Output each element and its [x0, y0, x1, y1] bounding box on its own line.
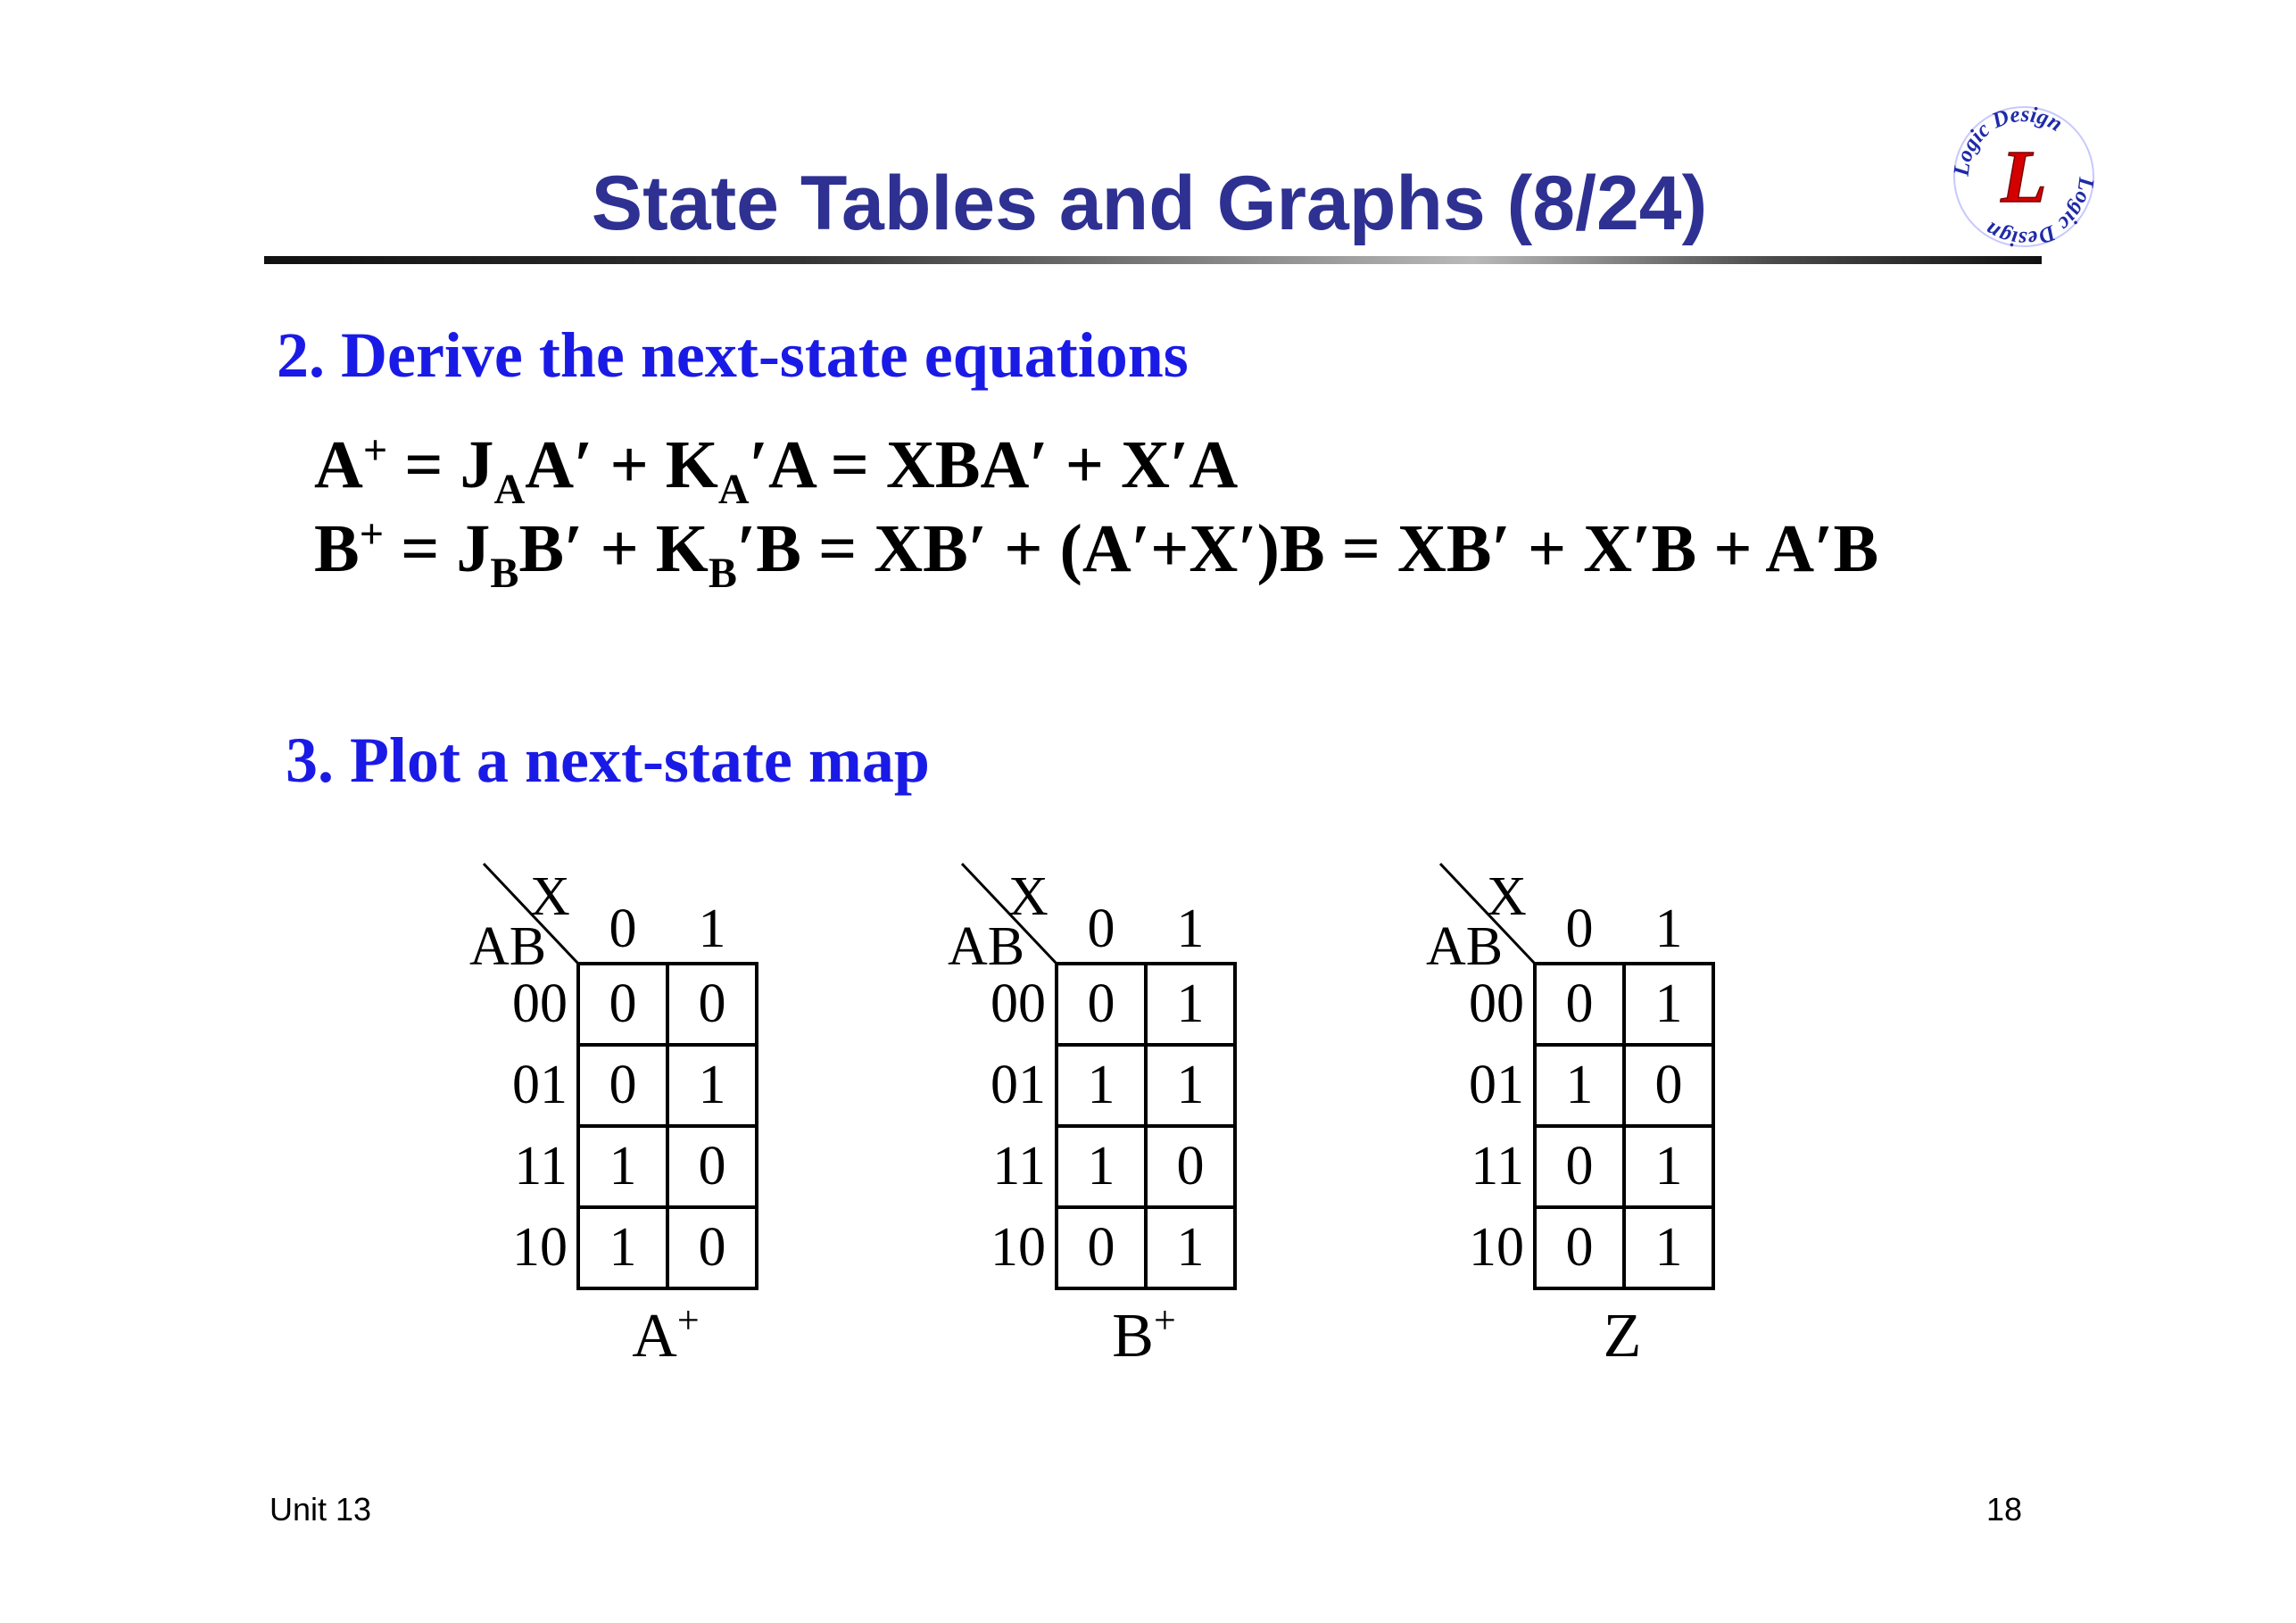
footer-unit: Unit 13	[269, 1491, 372, 1528]
kmap-row-var: AB	[948, 916, 1025, 977]
kmap-col-label: 0	[609, 898, 637, 959]
kmap-row-var: AB	[1426, 916, 1504, 977]
kmap-cell: 1	[609, 1136, 637, 1197]
kmap-row-label: 00	[991, 973, 1046, 1034]
kmap-cell: 1	[609, 1217, 637, 1278]
kmap-row-label: 10	[512, 1217, 568, 1278]
equation-a-plus: $A^+ = J_AA' + K_A'A = XBA' + X'A$	[314, 426, 1239, 513]
kmap-function-name: A+	[632, 1298, 700, 1370]
kmap-cell: 0	[1087, 973, 1115, 1034]
kmap-col-var: X	[1487, 866, 1527, 927]
kmap-row-label: 01	[512, 1055, 568, 1115]
kmap-cell: 0	[1565, 1217, 1594, 1278]
kmap-cell: 0	[698, 1136, 726, 1197]
kmap-cell: 0	[1565, 1136, 1594, 1197]
kmap-cell: 1	[1565, 1055, 1594, 1115]
kmap-function-name: Z	[1603, 1302, 1642, 1370]
kmap-row-label: 10	[991, 1217, 1046, 1278]
kmap-cell: 1	[1176, 1055, 1205, 1115]
kmap-cell: 0	[1176, 1136, 1205, 1197]
kmap-cell: 0	[1087, 1217, 1115, 1278]
kmap-function-name: B+	[1112, 1298, 1176, 1370]
kmap-row-label: 11	[992, 1136, 1046, 1197]
kmap-cell: 1	[1654, 1136, 1683, 1197]
kmap-col-var: X	[530, 866, 570, 927]
kmap-row-label: 11	[1471, 1136, 1524, 1197]
kmap-row-label: 11	[514, 1136, 568, 1197]
kmap-b-plus	[948, 853, 1269, 1388]
footer-page-number: 18	[1986, 1491, 2023, 1528]
kmap-cell: 1	[1176, 1217, 1205, 1278]
kmap-z	[1426, 853, 1747, 1388]
equation-b-plus: $B^+ = J_BB' + K_B'B = XB' + (A'+X')B = XB' + X'B + A'B$	[314, 510, 1879, 597]
logo-letter: L	[2001, 136, 2047, 219]
kmap-cell: 0	[1565, 973, 1594, 1034]
kmap-cell: 1	[698, 1055, 726, 1115]
logo-ring-text-1: Logic Design	[1949, 102, 2067, 178]
kmap-cell: 0	[698, 973, 726, 1034]
kmap-row-label: 00	[512, 973, 568, 1034]
title-rule	[264, 256, 2042, 264]
slide-title: State Tables and Graphs (8/24)	[591, 161, 1708, 246]
kmap-cell: 0	[698, 1217, 726, 1278]
kmap-cell: 0	[1654, 1055, 1683, 1115]
kmap-col-var: X	[1008, 866, 1049, 927]
step2-heading: 2. Derive the next-state equations	[277, 319, 1189, 391]
kmap-cell: 1	[1654, 973, 1683, 1034]
kmap-row-var: AB	[469, 916, 547, 977]
kmap-cell: 0	[609, 973, 637, 1034]
kmap-col-label: 1	[1654, 898, 1683, 959]
logic-design-logo	[1945, 98, 2102, 255]
kmap-cell: 1	[1176, 973, 1205, 1034]
kmap-col-label: 0	[1087, 898, 1115, 959]
kmap-row-label: 10	[1469, 1217, 1524, 1278]
kmap-cell: 1	[1087, 1055, 1115, 1115]
kmap-cell: 0	[609, 1055, 637, 1115]
kmap-a-plus	[469, 853, 791, 1388]
kmap-col-label: 0	[1565, 898, 1594, 959]
logo-ring-text-2: Logic Design	[1981, 176, 2099, 252]
step3-heading: 3. Plot a next-state map	[286, 725, 930, 796]
kmap-cell: 1	[1654, 1217, 1683, 1278]
kmap-row-label: 01	[1469, 1055, 1524, 1115]
kmap-row-label: 00	[1469, 973, 1524, 1034]
kmap-col-label: 1	[698, 898, 726, 959]
kmap-row-label: 01	[991, 1055, 1046, 1115]
kmap-col-label: 1	[1176, 898, 1205, 959]
kmap-cell: 1	[1087, 1136, 1115, 1197]
